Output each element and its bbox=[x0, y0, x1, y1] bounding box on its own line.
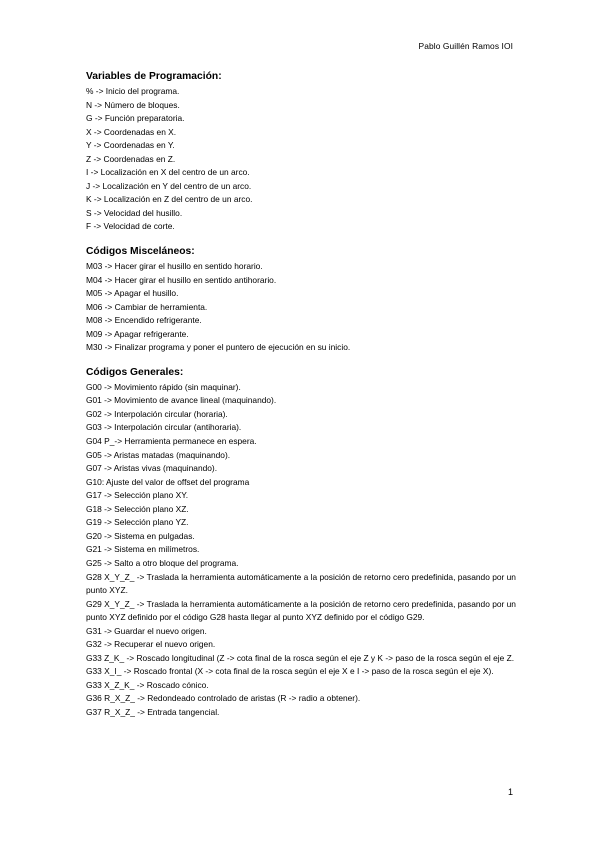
list-item: N -> Número de bloques. bbox=[86, 99, 180, 110]
list-item: J -> Localización en Y del centro de un arco. bbox=[86, 180, 252, 191]
list-item: G04 P_-> Herramienta permanece en espera. bbox=[86, 436, 257, 447]
list-item: G31 -> Guardar el nuevo origen. bbox=[86, 625, 207, 636]
section-title: Variables de Programación: bbox=[86, 71, 222, 82]
list-item: G -> Función preparatoria. bbox=[86, 113, 185, 124]
page-header-author: Pablo Guillén Ramos IOI bbox=[418, 41, 513, 51]
list-item: M04 -> Hacer girar el husillo en sentido antihorario. bbox=[86, 274, 277, 285]
list-item: G07 -> Aristas vivas (maquinando). bbox=[86, 463, 218, 474]
list-item: M08 -> Encendido refrigerante. bbox=[86, 315, 202, 326]
list-item: G36 R_X_Z_ -> Redondeado controlado de aristas (R -> radio a obtener). bbox=[86, 693, 361, 704]
list-item: K -> Localización en Z del centro de un arco. bbox=[86, 194, 253, 205]
list-item: G18 -> Selección plano XZ. bbox=[86, 503, 189, 514]
list-item: M03 -> Hacer girar el husillo en sentido horario. bbox=[86, 261, 263, 272]
list-item: X -> Coordenadas en X. bbox=[86, 126, 177, 137]
list-item: G19 -> Selección plano YZ. bbox=[86, 517, 189, 528]
list-item: G02 -> Interpolación circular (horaria). bbox=[86, 408, 228, 419]
list-item: % -> Inicio del programa. bbox=[86, 86, 180, 96]
list-item: G17 -> Selección plano XY. bbox=[86, 490, 189, 501]
list-item: M05 -> Apagar el husillo. bbox=[86, 288, 179, 299]
list-item: G28 X_Y_Z_ -> Traslada la herramienta automáticamente a la posición de retorno cero predefinida, pasando por un punto XYZ. bbox=[86, 571, 516, 596]
list-item: M09 -> Apagar refrigerante. bbox=[86, 328, 189, 339]
document-content bbox=[86, 70, 526, 720]
list-item: G37 R_X_Z_ -> Entrada tangencial. bbox=[86, 706, 220, 717]
section-misc-codes bbox=[86, 245, 526, 355]
list-item: G25 -> Salto a otro bloque del programa. bbox=[86, 557, 239, 568]
list-item: G29 X_Y_Z_ -> Traslada la herramienta automáticamente a la posición de retorno cero predefinida, pasando por un punto XYZ definido por el código G28 hasta llegar al punto XYZ definido por el código G29. bbox=[86, 598, 516, 623]
list-item: M30 -> Finalizar programa y poner el puntero de ejecución en su inicio. bbox=[86, 342, 351, 353]
list-item: G05 -> Aristas matadas (maquinando). bbox=[86, 449, 231, 460]
list-item: G20 -> Sistema en pulgadas. bbox=[86, 530, 195, 541]
section-title: Códigos Generales: bbox=[86, 366, 184, 378]
page-number: 1 bbox=[507, 787, 513, 797]
list-item: S -> Velocidad del husillo. bbox=[86, 207, 183, 218]
section-general-codes bbox=[86, 366, 526, 720]
list-item: G32 -> Recuperar el nuevo origen. bbox=[86, 639, 216, 650]
list-item: G00 -> Movimiento rápido (sin maquinar). bbox=[86, 381, 241, 392]
list-item: M06 -> Cambiar de herramienta. bbox=[86, 301, 208, 312]
section-programming-variables bbox=[86, 70, 526, 234]
list-item: G01 -> Movimiento de avance lineal (maquinando). bbox=[86, 395, 277, 406]
section-title: Códigos Misceláneos: bbox=[86, 246, 195, 258]
list-item: G33 X_I_ -> Roscado frontal (X -> cota final de la rosca según el eje X e I -> paso de la rosca según el eje X). bbox=[86, 666, 494, 677]
list-item: G03 -> Interpolación circular (antihoraria). bbox=[86, 422, 242, 433]
list-item: Y -> Coordenadas en Y. bbox=[86, 140, 175, 151]
list-item: G10: Ajuste del valor de offset del programa bbox=[86, 476, 250, 487]
list-item: G21 -> Sistema en milímetros. bbox=[86, 544, 200, 555]
list-item: F -> Velocidad de corte. bbox=[86, 221, 175, 232]
list-item: Z -> Coordenadas en Z. bbox=[86, 153, 176, 164]
list-item: G33 Z_K_ -> Roscado longitudinal (Z -> cota final de la rosca según el eje Z y K -> paso de la rosca según el eje Z. bbox=[86, 652, 515, 663]
list-item: I -> Localización en X del centro de un arco. bbox=[86, 167, 250, 178]
list-item: G33 X_Z_K_ -> Roscado cónico. bbox=[86, 679, 209, 690]
